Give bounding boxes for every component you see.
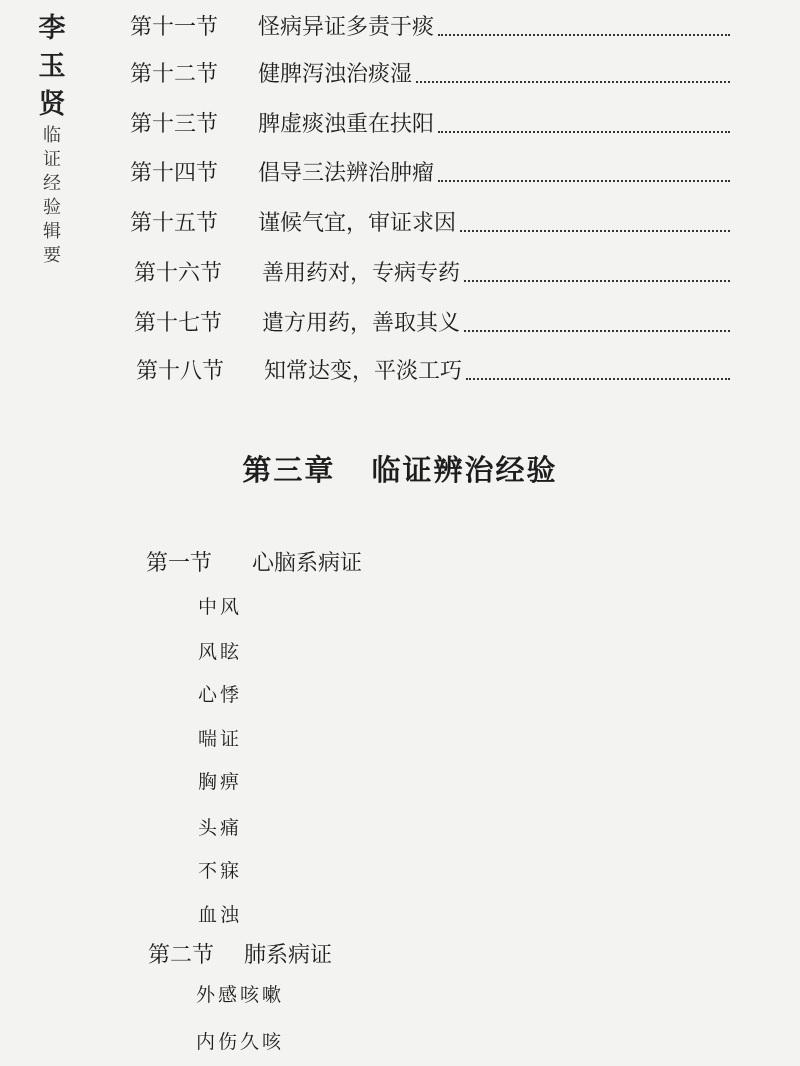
subitem-title: 喘证 [198,728,243,750]
section-number: 第十五节 [130,211,219,236]
section-title: 遣方用药，善取其义 [262,311,461,336]
book-char: 验 [43,197,61,218]
section-number: 第十四节 [130,161,219,186]
subitem-title: 中风 [198,596,243,618]
section-title: 谨候气宜，审证求因 [258,211,457,236]
section-title: 倡导三法辨治肿瘤 [258,161,435,186]
author-char: 玉 [38,51,66,82]
section-title: 心脑系病证 [252,551,363,576]
author-char: 李 [38,13,66,44]
section-number: 第十一节 [130,15,219,40]
dot-leader [438,34,730,36]
section-number: 第十六节 [134,261,223,286]
subitem-title: 内伤久咳 [196,1031,285,1053]
dot-leader [464,280,730,282]
chapter-heading [0,448,800,489]
side-book-title [32,10,72,268]
section-number: 第二节 [148,943,215,968]
dot-leader [460,230,730,232]
section-title: 脾虚痰浊重在扶阳 [258,112,435,137]
subitem-title: 不寐 [198,860,243,882]
subitem-title: 胸痹 [198,771,243,793]
chapter-label: 第三章 [242,453,336,487]
section-title: 怪病异证多责于痰 [258,15,435,40]
subitem-title: 心悸 [198,684,243,706]
section-title: 肺系病证 [244,943,333,968]
subitem-title: 头痛 [198,817,243,839]
dot-leader [438,131,730,133]
section-number: 第一节 [146,551,213,576]
chapter-title: 临证辨治经验 [371,453,558,487]
book-char: 辑 [43,221,61,242]
book-char: 要 [43,245,61,266]
dot-leader [464,330,730,332]
dot-leader [466,378,730,380]
section-number: 第十七节 [134,311,223,336]
book-char: 经 [43,173,61,194]
subitem-title: 外感咳嗽 [196,984,285,1006]
section-title: 善用药对，专病专药 [262,261,461,286]
book-char: 证 [43,149,61,170]
book-char: 临 [43,125,61,146]
section-number: 第十二节 [130,62,219,87]
section-title: 知常达变，平淡工巧 [264,359,463,384]
dot-leader [416,81,730,83]
subitem-title: 风眩 [198,641,243,663]
author-char: 贤 [38,89,66,120]
section-title: 健脾泻浊治痰湿 [258,62,413,87]
dot-leader [438,180,730,182]
section-number: 第十三节 [130,112,219,137]
subitem-title: 血浊 [198,904,243,926]
section-number: 第十八节 [136,359,225,384]
